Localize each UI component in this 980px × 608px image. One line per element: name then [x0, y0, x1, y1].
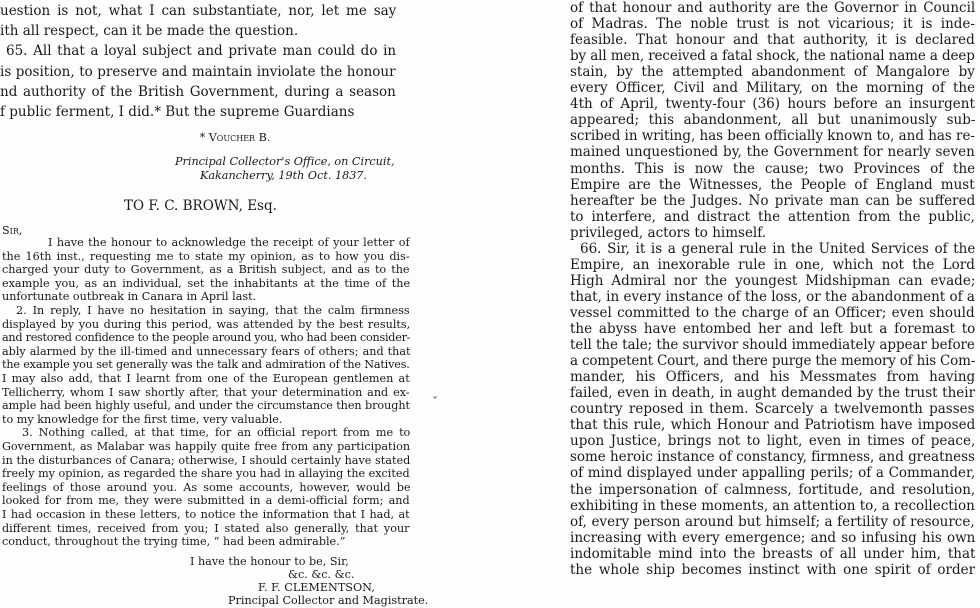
text-line: freely my opinion, as regarded the share you had in allaying the excited: [2, 467, 410, 481]
text-line: hereafter be the Judges. No private man can be suffered: [570, 192, 976, 209]
text-line: the whole ship becomes instinct with one spirit of order: [570, 561, 976, 578]
text-line: scribed in writing, has been officially known to, and has re-: [570, 128, 975, 145]
text-line: f public ferment, I did.* But the supreme Guardians: [0, 104, 355, 120]
left-page: [0, 0, 470, 608]
text-line: that, in every instance of the loss, or the abandonment of a: [570, 288, 975, 305]
salutation: Sir,: [2, 224, 23, 237]
text-line: of mind displayed under appalling perils; of a Commander,: [570, 465, 976, 482]
text-line: 3. Nothing called, at that time, for an official report from me to: [22, 426, 411, 440]
text-line: exhibiting in these moments, an attention to, a recollection: [570, 497, 975, 514]
text-line: is position, to preserve and maintain inviolate the honour: [0, 63, 396, 80]
text-line: to interfere, and distract the attention from the public,: [570, 208, 975, 225]
text-line: 65. All that a loyal subject and private man could do in: [6, 43, 397, 60]
text-line: of, every person around but himself; a fertility of resource,: [570, 513, 975, 530]
text-line: mained unquestioned by, the Government for nearly seven: [570, 144, 975, 161]
text-line: Government, as Malabar was happily quite free from any participation: [2, 440, 411, 453]
text-line: mander, his Officers, and his Messmates from having: [570, 369, 976, 386]
text-line: months. This is now the cause; two Provinces of the: [570, 160, 976, 177]
text-line: Empire are the Witnesses, the People of England must: [570, 176, 975, 193]
text-line: Empire, an inexorable rule in one, which not the Lord: [570, 256, 975, 273]
text-line: looked for from me, they were submitted in a demi-official form; and: [2, 494, 410, 508]
text-line: appeared; this abandonment, all but unanimously sub-: [570, 112, 976, 129]
text-line: of that honour and authority are the Governor in Council: [570, 0, 976, 16]
signature-title: Principal Collector and Magistrate.: [228, 594, 429, 607]
text-line: 66. Sir, it is a general rule in the United Services of the: [580, 240, 976, 257]
text-line: ample had been highly useful, and under the circumstance then brought: [2, 399, 410, 413]
right-page: [560, 0, 980, 608]
text-line: stain, by the attempted abandonment of Mangalore by: [570, 64, 975, 81]
text-line: displayed by you during this period, was attended by the best results,: [2, 317, 411, 331]
text-line: different times, received from you; I stated also generally, that your: [2, 521, 410, 535]
text-line: I have the honour to acknowledge the receipt of your letter of: [48, 236, 410, 249]
text-line: ably alarmed by the ill-timed and unnecessary fears of others; and that: [2, 344, 411, 358]
text-line: feelings of those around you. As some accounts, however, would be: [2, 480, 411, 494]
text-line: charged your duty to Government, as a British subject, and as to the: [2, 263, 410, 277]
text-line: vessel committed to the charge of an Officer; even should: [570, 304, 975, 321]
text-line: conduct, throughout the trying time, “ had been admirable.”: [2, 535, 346, 549]
text-line: tell the tale; the survivor should immediately appear before: [570, 337, 975, 354]
office-line: Principal Collector's Office, on Circuit,: [175, 155, 395, 168]
text-line: a competent Court, and there purge the memory of his Com-: [570, 353, 976, 370]
text-line: every Officer, Civil and Military, on the morning of the: [570, 80, 976, 97]
text-line: the example you set generally was the talk and admiration of the Natives.: [2, 358, 410, 372]
text-line: feasible. That honour and that authority, it is declared: [570, 32, 975, 49]
text-line: example you, as an individual, set the inhabitants at the time of the: [2, 276, 411, 290]
text-line: indomitable mind into the breasts of all under him, that: [570, 545, 976, 562]
text-line: nd authority of the British Government, during a season: [0, 83, 396, 100]
addressee: TO F. C. BROWN, Esq.: [124, 198, 277, 214]
text-line: High Admiral nor the youngest Midshipman can evade;: [570, 272, 976, 289]
place-date: Kakancherry, 19th Oct. 1837.: [200, 169, 367, 182]
signature: F. F. CLEMENTSON,: [258, 581, 375, 594]
text-line: failed, even in death, in aught demanded by the trust their: [570, 385, 976, 402]
text-line: upon Justice, brings not to light, even in times of peace,: [570, 433, 976, 450]
closing-line: I have the honour to be, Sir,: [190, 555, 349, 568]
text-line: country reposed in them. Scarcely a twelvemonth passes: [570, 401, 975, 418]
voucher-heading: * Voucher B.: [199, 131, 271, 144]
text-line: I may also add, that I learnt from one of the European gentlemen at: [2, 372, 410, 385]
text-line: in the disturbances of Canara; otherwise, I should certainly have stated: [2, 453, 411, 467]
text-line: Tellicherry, whom I saw shortly after, that your determination and ex-: [2, 385, 410, 399]
text-line: uestion is not, what I can substantiate, nor, let me say: [0, 3, 397, 19]
text-line: to my knowledge for the first time, very valuable.: [2, 412, 283, 426]
text-line: the impersonation of calmness, fortitude, and resolution,: [570, 481, 976, 498]
text-line: privileged, actors to himself.: [570, 224, 767, 241]
margin-mark: ˇ: [432, 395, 438, 409]
text-line: 4th of April, twenty-four (36) hours before an insurgent: [570, 96, 975, 113]
text-line: by all men, received a fatal shock, the national name a deep: [570, 48, 975, 65]
text-line: unfortunate outbreak in Canara in April last.: [2, 290, 257, 304]
text-line: 2. In reply, I have no hesitation in saying, that the calm firmness: [16, 304, 410, 317]
text-line: the 16th inst., requesting me to state my opinion, as to how you dis-: [2, 249, 410, 263]
text-line: ith all respect, can it be made the question.: [0, 23, 299, 40]
etc-line: &c. &c. &c.: [288, 568, 355, 581]
text-line: I had occasion in these letters, to notice the information that I had, at: [2, 508, 410, 521]
text-line: that this rule, which Honour and Patriotism have imposed: [570, 417, 976, 434]
text-line: increasing with every emergence; and so infusing his own: [570, 529, 976, 546]
text-line: some heroic instance of constancy, firmness, and greatness: [570, 449, 975, 466]
text-line: of Madras. The noble trust is not vicarious; it is inde-: [570, 16, 975, 33]
text-line: the abyss have entombed her and left but a foremast to: [570, 321, 976, 337]
text-line: and restored confidence to the people around you, who had been consider-: [2, 331, 411, 345]
